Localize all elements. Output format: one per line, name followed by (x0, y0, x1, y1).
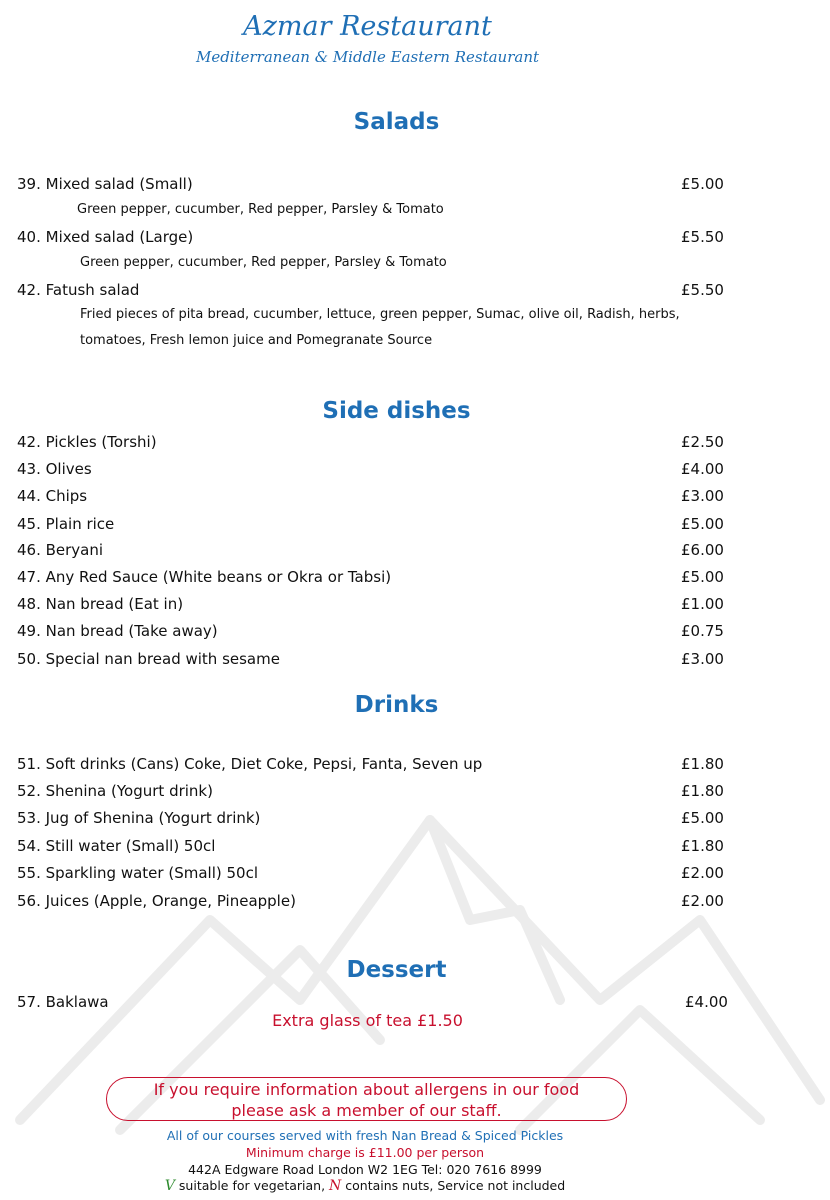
menu-item-price: £3.00 (681, 487, 724, 505)
menu-item-name: 39. Mixed salad (Small) (17, 175, 193, 193)
section-heading-drinks: Drinks (354, 692, 439, 718)
menu-item-price: £5.50 (681, 228, 724, 246)
menu-item-name: 57. Baklawa (17, 993, 109, 1011)
menu-item-name: 51. Soft drinks (Cans) Coke, Diet Coke, Pepsi, Fanta, Seven up (17, 755, 483, 773)
menu-item-name: 47. Any Red Sauce (White beans or Okra or Tabsi) (17, 568, 392, 586)
menu-item-name: 52. Shenina (Yogurt drink) (17, 782, 213, 800)
menu-item-name: 56. Juices (Apple, Orange, Pineapple) (17, 892, 296, 910)
section-heading-side-dishes: Side dishes (322, 398, 471, 424)
menu-item-price: £2.00 (681, 864, 724, 882)
menu-item-price: £4.00 (681, 460, 724, 478)
extra-tea-note: Extra glass of tea £1.50 (272, 1011, 463, 1030)
vegetarian-mark-icon: V (164, 1178, 175, 1194)
menu-item-description: Fried pieces of pita bread, cucumber, lettuce, green pepper, Sumac, olive oil, Radish, herbs, (80, 307, 680, 322)
menu-item-price: £1.80 (681, 755, 724, 773)
menu-item-price: £1.80 (681, 837, 724, 855)
section-heading-salads: Salads (353, 109, 440, 135)
dietary-legend (0, 1178, 730, 1194)
menu-item-name: 44. Chips (17, 487, 88, 505)
address-line: 442A Edgware Road London W2 1EG Tel: 020 7616 8999 (188, 1162, 542, 1177)
allergen-notice (106, 1077, 627, 1121)
menu-item-price: £5.00 (681, 515, 724, 533)
menu-item-price: £5.00 (681, 568, 724, 586)
menu-item-name: 45. Plain rice (17, 515, 115, 533)
menu-item-price: £4.00 (685, 993, 728, 1011)
menu-item-name: 42. Pickles (Torshi) (17, 433, 157, 451)
served-with-note: All of our courses served with fresh Nan Bread & Spiced Pickles (166, 1128, 564, 1143)
allergen-line-1: If you require information about allergens in our food (153, 1080, 580, 1099)
menu-item-price: £5.00 (681, 175, 724, 193)
menu-item-name: 49. Nan bread (Take away) (17, 622, 218, 640)
menu-item-name: 48. Nan bread (Eat in) (17, 595, 184, 613)
restaurant-subtitle: Mediterranean & Middle Eastern Restaurant (195, 48, 540, 66)
menu-item-price: £5.00 (681, 809, 724, 827)
restaurant-title: Azmar Restaurant (243, 11, 492, 42)
menu-item-price: £6.00 (681, 541, 724, 559)
minimum-charge-note: Minimum charge is £11.00 per person (245, 1145, 485, 1160)
menu-item-name: 42. Fatush salad (17, 281, 140, 299)
menu-item-name: 46. Beryani (17, 541, 104, 559)
menu-item-name: 50. Special nan bread with sesame (17, 650, 280, 668)
menu-item-name: 40. Mixed salad (Large) (17, 228, 194, 246)
allergen-line-2: please ask a member of our staff. (231, 1101, 502, 1120)
menu-item-price: £0.75 (681, 622, 724, 640)
menu-item-price: £1.00 (681, 595, 724, 613)
menu-item-name: 55. Sparkling water (Small) 50cl (17, 864, 258, 882)
menu-item-name: 53. Jug of Shenina (Yogurt drink) (17, 809, 261, 827)
menu-item-price: £1.80 (681, 782, 724, 800)
nuts-mark-icon: N (329, 1178, 342, 1194)
menu-item-price: £5.50 (681, 281, 724, 299)
nuts-legend-text: contains nuts, Service not included (341, 1178, 566, 1193)
menu-item-name: 43. Olives (17, 460, 92, 478)
menu-item-name: 54. Still water (Small) 50cl (17, 837, 216, 855)
menu-item-description: Green pepper, cucumber, Red pepper, Parsley & Tomato (80, 255, 447, 270)
menu-item-price: £3.00 (681, 650, 724, 668)
vegetarian-legend-text: suitable for vegetarian, (174, 1178, 330, 1193)
menu-item-price: £2.50 (681, 433, 724, 451)
menu-item-description: Green pepper, cucumber, Red pepper, Parsley & Tomato (77, 202, 444, 217)
menu-item-price: £2.00 (681, 892, 724, 910)
section-heading-dessert: Dessert (346, 957, 447, 983)
menu-item-description: tomatoes, Fresh lemon juice and Pomegranate Source (80, 333, 433, 348)
